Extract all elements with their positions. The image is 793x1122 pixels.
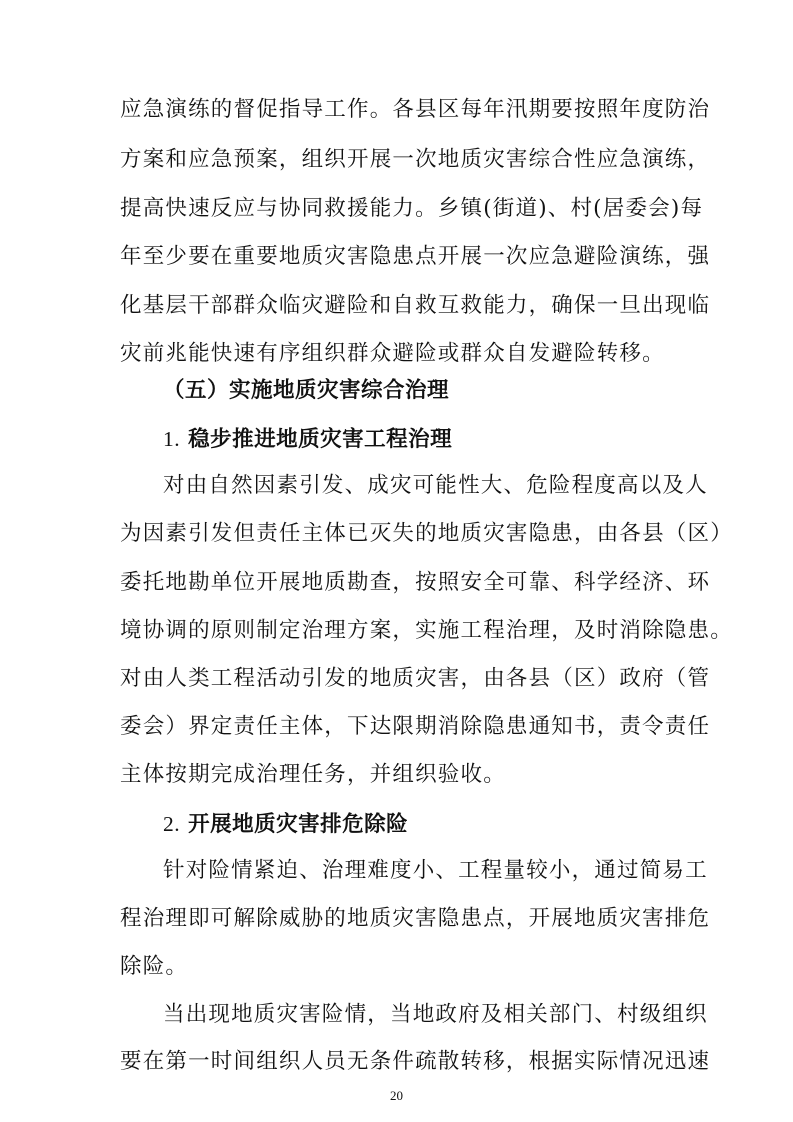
text-line: 委托地勘单位开展地质勘查，按照安全可靠、科学经济、环 <box>120 570 711 595</box>
text-line: 要在第一时间组织人员无条件疏散转移，根据实际情况迅速 <box>120 1049 711 1074</box>
text-line: 对由人类工程活动引发的地质灾害，由各县（区）政府（管 <box>120 666 711 691</box>
text-line: 当出现地质灾害险情，当地政府及相关部门、村级组织 <box>163 1002 708 1027</box>
text-line: 年至少要在重要地质灾害隐患点开展一次应急避险演练，强 <box>120 244 711 269</box>
sub-heading-2 <box>163 809 723 840</box>
page-number: 20 <box>390 1088 403 1103</box>
text-line: 为因素引发但责任主体已灭失的地质灾害隐患，由各县（区） <box>120 521 733 546</box>
text-line: 提高快速反应与协同救援能力。乡镇(街道)、村(居委会)每 <box>120 196 704 221</box>
text-line: 化基层干部群众临灾避险和自救互救能力，确保一旦出现临 <box>120 293 711 318</box>
text-line: 对由自然因素引发、成灾可能性大、危险程度高以及人 <box>163 473 708 498</box>
text-line: 委会）界定责任主体，下达限期消除隐患通知书，责令责任 <box>120 714 711 739</box>
sub-heading-1 <box>163 424 723 455</box>
sub-heading-text: 开展地质灾害排危除险 <box>188 812 409 837</box>
text-line: 灾前兆能快速有序组织群众避险或群众自发避险转移。 <box>120 341 665 366</box>
sub-heading-number: 2. <box>163 812 181 836</box>
sub-heading-number: 1. <box>163 427 181 451</box>
text-line: 主体按期完成治理任务，并组织验收。 <box>120 762 506 787</box>
text-line: 应急演练的督促指导工作。各县区每年汛期要按照年度防治 <box>120 97 711 122</box>
sub-heading-text: 稳步推进地质灾害工程治理 <box>188 427 453 452</box>
text-line: 境协调的原则制定治理方案，实施工程治理，及时消除隐患。 <box>120 618 733 643</box>
text-line: 程治理即可解除威胁的地质灾害隐患点，开展地质灾害排危 <box>120 906 711 931</box>
text-line: 针对险情紧迫、治理难度小、工程量较小，通过简易工 <box>163 858 708 883</box>
section-heading: （五）实施地质灾害综合治理 <box>163 378 450 403</box>
text-line: 除险。 <box>120 954 189 979</box>
text-line: 方案和应急预案，组织开展一次地质灾害综合性应急演练， <box>120 147 711 172</box>
